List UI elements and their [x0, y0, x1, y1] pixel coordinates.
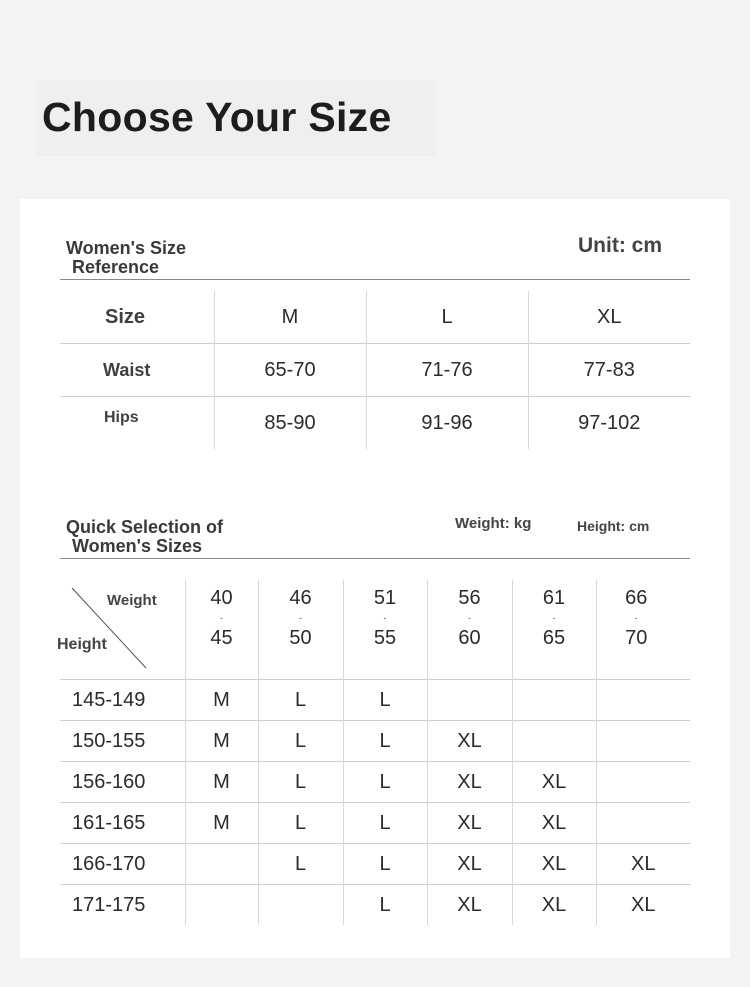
quick-selection-title [66, 518, 223, 556]
height-range: 145-149 [60, 680, 185, 721]
table-row [60, 844, 690, 885]
weight-range-header [512, 580, 596, 680]
table-cell: 91-96 [366, 397, 528, 450]
weight-unit-label: Weight: kg [455, 515, 532, 532]
weight-range-header [258, 580, 343, 680]
height-range: 156-160 [60, 762, 185, 803]
weight-to: 70 [625, 627, 648, 649]
table-header-row [60, 291, 690, 344]
header-size-m: M [214, 291, 366, 344]
size-cell: XL [596, 844, 690, 885]
table-cell: 71-76 [366, 344, 528, 397]
weight-header-row [60, 580, 690, 680]
weight-sep: - [299, 613, 302, 623]
weight-range-header [427, 580, 512, 680]
size-cell: XL [512, 844, 596, 885]
table-cell: 65-70 [214, 344, 366, 397]
table-row [60, 397, 690, 450]
corner-height-label: Height [57, 636, 107, 653]
size-cell [596, 721, 690, 762]
table-cell: 85-90 [214, 397, 366, 450]
weight-from: 46 [289, 587, 312, 609]
weight-range-header [596, 580, 690, 680]
size-cell: L [258, 721, 343, 762]
size-cell: L [343, 885, 427, 926]
size-cell: L [258, 762, 343, 803]
size-cell: XL [512, 885, 596, 926]
quick-selection-table [57, 580, 690, 925]
section-divider [60, 279, 690, 280]
table-row [60, 680, 690, 721]
weight-to: 45 [210, 627, 233, 649]
size-cell [512, 721, 596, 762]
size-cell: L [258, 680, 343, 721]
size-cell: L [258, 803, 343, 844]
size-reference-title-line1: Women's Size [66, 238, 186, 258]
height-range: 161-165 [60, 803, 185, 844]
header-size-l: L [366, 291, 528, 344]
weight-sep: - [634, 613, 638, 623]
size-cell: XL [427, 721, 512, 762]
size-cell [512, 680, 596, 721]
size-cell: XL [512, 803, 596, 844]
weight-from: 56 [458, 587, 481, 609]
table-cell: 77-83 [528, 344, 690, 397]
size-cell [258, 885, 343, 926]
weight-from: 61 [542, 587, 566, 609]
weight-to: 65 [542, 627, 566, 649]
weight-from: 51 [373, 587, 397, 609]
row-label-hips: Hips [60, 397, 214, 450]
size-cell: L [343, 762, 427, 803]
size-cell [185, 885, 258, 926]
size-cell: XL [596, 885, 690, 926]
size-cell: M [185, 762, 258, 803]
size-cell: XL [427, 803, 512, 844]
size-cell [596, 762, 690, 803]
height-range: 166-170 [60, 844, 185, 885]
size-cell: L [343, 680, 427, 721]
table-row [60, 803, 690, 844]
height-range: 171-175 [60, 885, 185, 926]
weight-sep: - [552, 613, 556, 623]
size-reference-title [66, 239, 186, 277]
size-cell: L [258, 844, 343, 885]
weight-sep: - [468, 613, 471, 623]
size-cell [596, 680, 690, 721]
unit-label: Unit: cm [578, 234, 662, 257]
table-row [60, 721, 690, 762]
height-unit-label: Height: cm [577, 518, 650, 534]
weight-range-header [343, 580, 427, 680]
header-size-xl: XL [528, 291, 690, 344]
weight-from: 40 [210, 587, 233, 609]
weight-from: 66 [625, 587, 648, 609]
weight-to: 50 [289, 627, 312, 649]
size-reference-table [60, 291, 690, 449]
weight-sep: - [220, 613, 223, 623]
corner-weight-label: Weight [107, 592, 157, 609]
table-cell: 97-102 [528, 397, 690, 450]
size-cell: L [343, 844, 427, 885]
table-row [60, 344, 690, 397]
size-cell: L [343, 721, 427, 762]
height-range: 150-155 [60, 721, 185, 762]
table-row [60, 885, 690, 926]
size-chart-card [20, 199, 730, 958]
size-cell: M [185, 680, 258, 721]
size-cell: M [185, 721, 258, 762]
size-reference-title-line2: Reference [72, 257, 160, 277]
size-cell: M [185, 803, 258, 844]
size-cell: XL [512, 762, 596, 803]
corner-cell [57, 580, 185, 680]
header-size: Size [105, 305, 146, 328]
weight-sep: - [383, 613, 387, 623]
weight-range-header [185, 580, 258, 680]
quick-selection-title-line1: Quick Selection of [66, 517, 224, 537]
section-divider [60, 558, 690, 559]
table-row [60, 762, 690, 803]
page-title: Choose Your Size [42, 94, 392, 140]
size-cell: XL [427, 762, 512, 803]
row-label-waist: Waist [60, 344, 214, 397]
weight-to: 55 [373, 627, 397, 649]
size-cell: XL [427, 885, 512, 926]
size-cell: L [343, 803, 427, 844]
size-cell [596, 803, 690, 844]
size-cell [427, 680, 512, 721]
size-cell: XL [427, 844, 512, 885]
weight-to: 60 [458, 627, 481, 649]
quick-selection-title-line2: Women's Sizes [72, 536, 202, 556]
size-cell [185, 844, 258, 885]
